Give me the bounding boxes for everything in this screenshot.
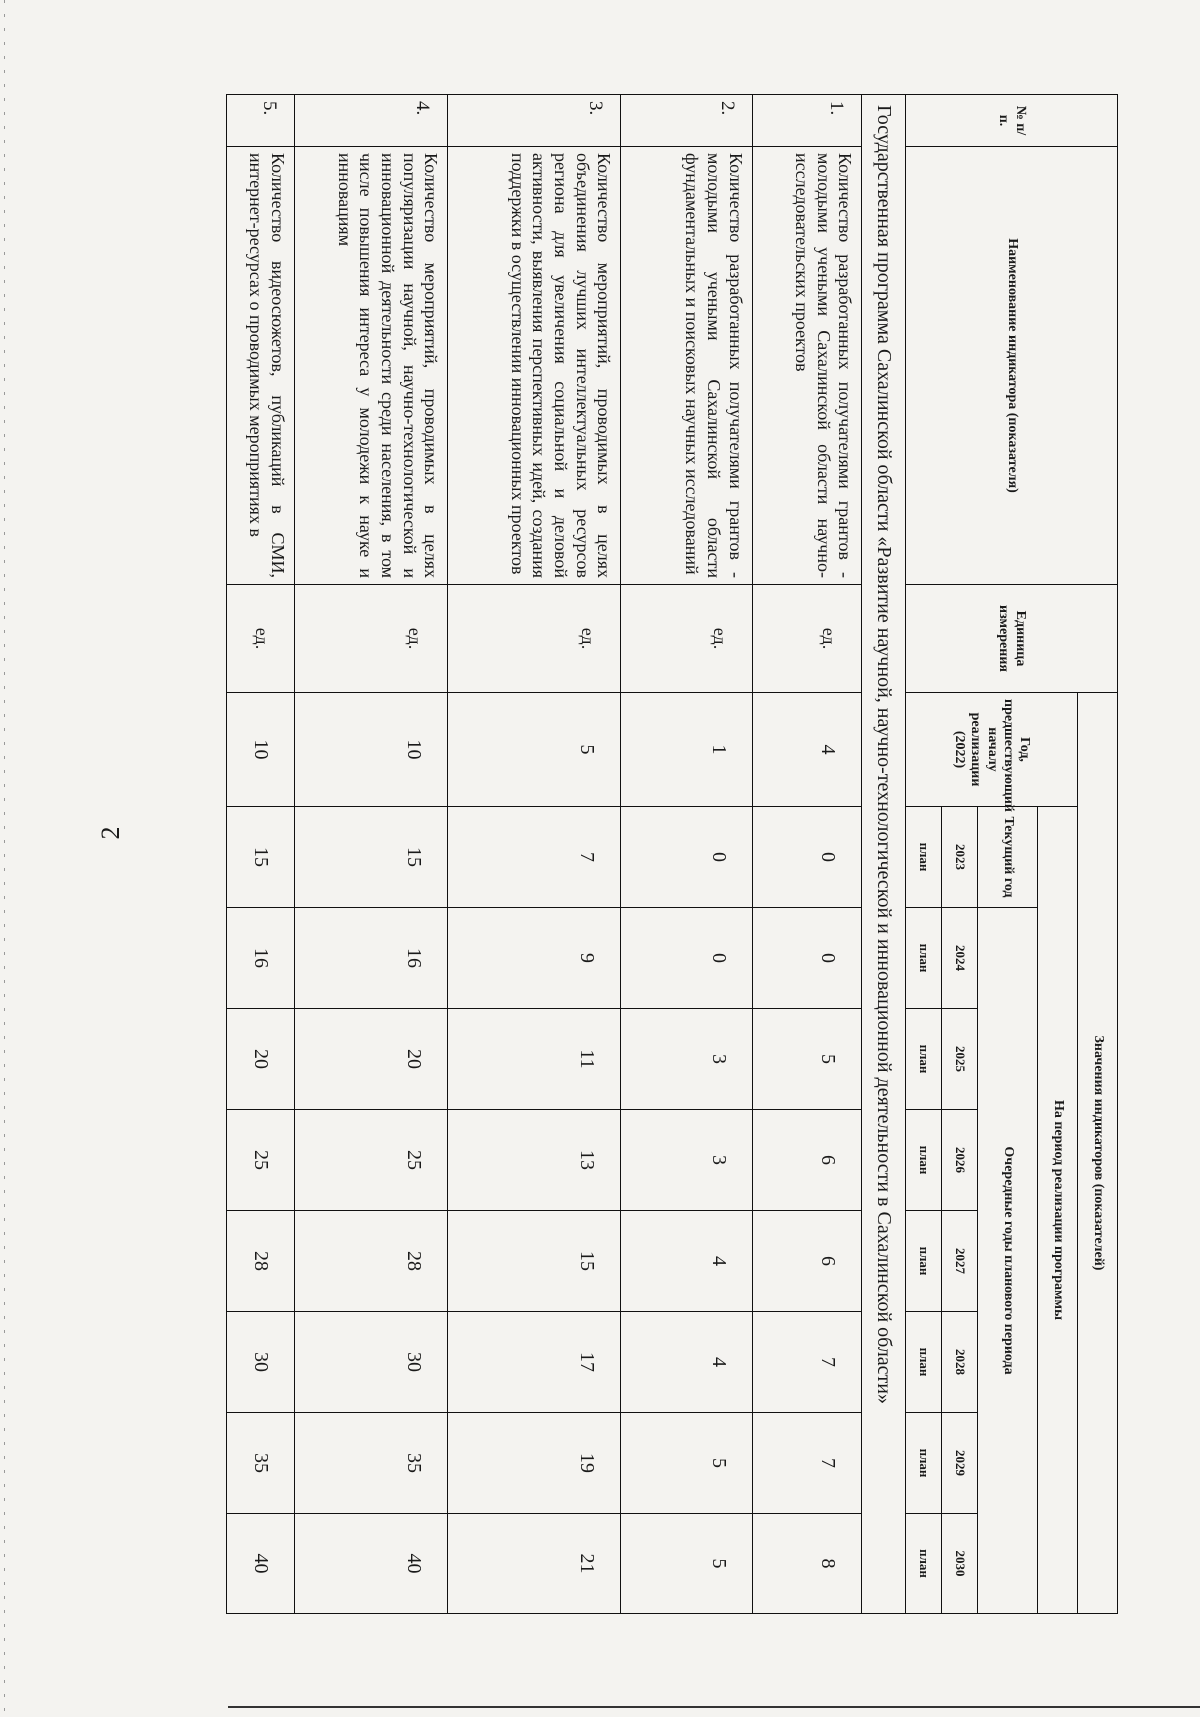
row-value: 20 [294,1009,447,1110]
row-value: 7 [752,1413,862,1514]
row-value: 28 [294,1211,447,1312]
row-value: 9 [448,908,621,1009]
plan-2025: план [906,1009,942,1110]
row-value: 16 [227,908,295,1009]
row-value: 40 [294,1514,447,1614]
row-value: 3 [621,1110,752,1211]
year-2023: 2023 [942,807,978,908]
row-num: 3. [448,95,621,147]
row-unit: ед. [752,585,862,693]
table-row [227,95,295,1614]
header-next-years: Очередные годы планового периода [978,908,1038,1614]
year-2025: 2025 [942,1009,978,1110]
row-value: 15 [448,1211,621,1312]
row-value: 5 [621,1514,752,1614]
row-unit: ед. [227,585,295,693]
row-value: 4 [621,1312,752,1413]
plan-2023: план [906,807,942,908]
row-num: 1. [752,95,862,147]
header-period: На период реализации программы [1038,807,1078,1614]
header-unit: Единица измерения [906,585,1118,693]
row-value: 25 [294,1110,447,1211]
year-2029: 2029 [942,1413,978,1514]
row-value: 7 [448,807,621,908]
table-row [621,95,752,1614]
plan-2029: план [906,1413,942,1514]
page-number: 2 [96,826,125,840]
row-num: 4. [294,95,447,147]
row-name: Количество разработанных получателями грантов - молодыми учеными Сахалинской области фундаментальных и поисковых научных исследований [621,147,752,585]
row-num: 2. [621,95,752,147]
row-name: Количество видеосюжетов, публикаций в СМИ, интернет-ресурсах о проводимых мероприятиях в [227,147,295,585]
row-value: 0 [752,908,862,1009]
bottom-rule [228,1706,1200,1708]
scan-edge [4,0,5,1717]
row-value: 7 [752,1312,862,1413]
table-row [752,95,862,1614]
row-value: 13 [448,1110,621,1211]
plan-2024: план [906,908,942,1009]
row-value: 30 [294,1312,447,1413]
row-value: 40 [227,1514,295,1614]
table-row [448,95,621,1614]
section-title: Государственная программа Сахалинской области «Развитие научной, научно-технологической и инновационной деятельности в Сахалинской области» [862,95,906,1614]
row-value: 20 [227,1009,295,1110]
row-prev: 10 [294,693,447,807]
plan-2028: план [906,1312,942,1413]
row-value: 6 [752,1211,862,1312]
row-value: 4 [621,1211,752,1312]
row-unit: ед. [448,585,621,693]
row-name: Количество мероприятий, проводимых в целях популяризации научной, научно-технологической и инновационной деятельности среди населения, в том числе повышения интереса у молодежи к науке и инновациям [294,147,447,585]
row-value: 21 [448,1514,621,1614]
row-value: 0 [752,807,862,908]
plan-2030: план [906,1514,942,1614]
year-2030: 2030 [942,1514,978,1614]
row-value: 5 [752,1009,862,1110]
indicator-table-rotated [226,94,1118,1614]
row-value: 16 [294,908,447,1009]
row-value: 5 [621,1413,752,1514]
row-value: 17 [448,1312,621,1413]
row-value: 15 [227,807,295,908]
year-2024: 2024 [942,908,978,1009]
row-value: 3 [621,1009,752,1110]
row-value: 28 [227,1211,295,1312]
year-2028: 2028 [942,1312,978,1413]
row-value: 35 [294,1413,447,1514]
row-value: 19 [448,1413,621,1514]
table-row [294,95,447,1614]
row-prev: 5 [448,693,621,807]
row-prev: 1 [621,693,752,807]
row-value: 30 [227,1312,295,1413]
row-num: 5. [227,95,295,147]
row-value: 6 [752,1110,862,1211]
row-unit: ед. [294,585,447,693]
year-2027: 2027 [942,1211,978,1312]
row-unit: ед. [621,585,752,693]
row-value: 0 [621,807,752,908]
header-prev-year: Год, предшествующий началу реализации (2022) [906,693,1078,807]
plan-2026: план [906,1110,942,1211]
row-value: 0 [621,908,752,1009]
row-name: Количество мероприятий, проводимых в целях объединения лучших интеллектуальных ресурсов региона для увеличения социальной и деловой активности, выявления перспективных идей, создания поддержки в осуществлении инновационных проектов [448,147,621,585]
row-value: 25 [227,1110,295,1211]
row-prev: 4 [752,693,862,807]
row-value: 11 [448,1009,621,1110]
indicator-table [226,94,1118,1614]
year-2026: 2026 [942,1110,978,1211]
header-values: Значения индикаторов (показателей) [1078,693,1118,1614]
row-name: Количество разработанных получателями грантов - молодыми учеными Сахалинской области научно-исследовательских проектов [752,147,862,585]
row-value: 8 [752,1514,862,1614]
plan-2027: план [906,1211,942,1312]
row-value: 15 [294,807,447,908]
header-name: Наименование индикатора (показателя) [906,147,1118,585]
header-current-year: Текущий год [978,807,1038,908]
row-prev: 10 [227,693,295,807]
header-num: № п/п. [906,95,1118,147]
row-value: 35 [227,1413,295,1514]
